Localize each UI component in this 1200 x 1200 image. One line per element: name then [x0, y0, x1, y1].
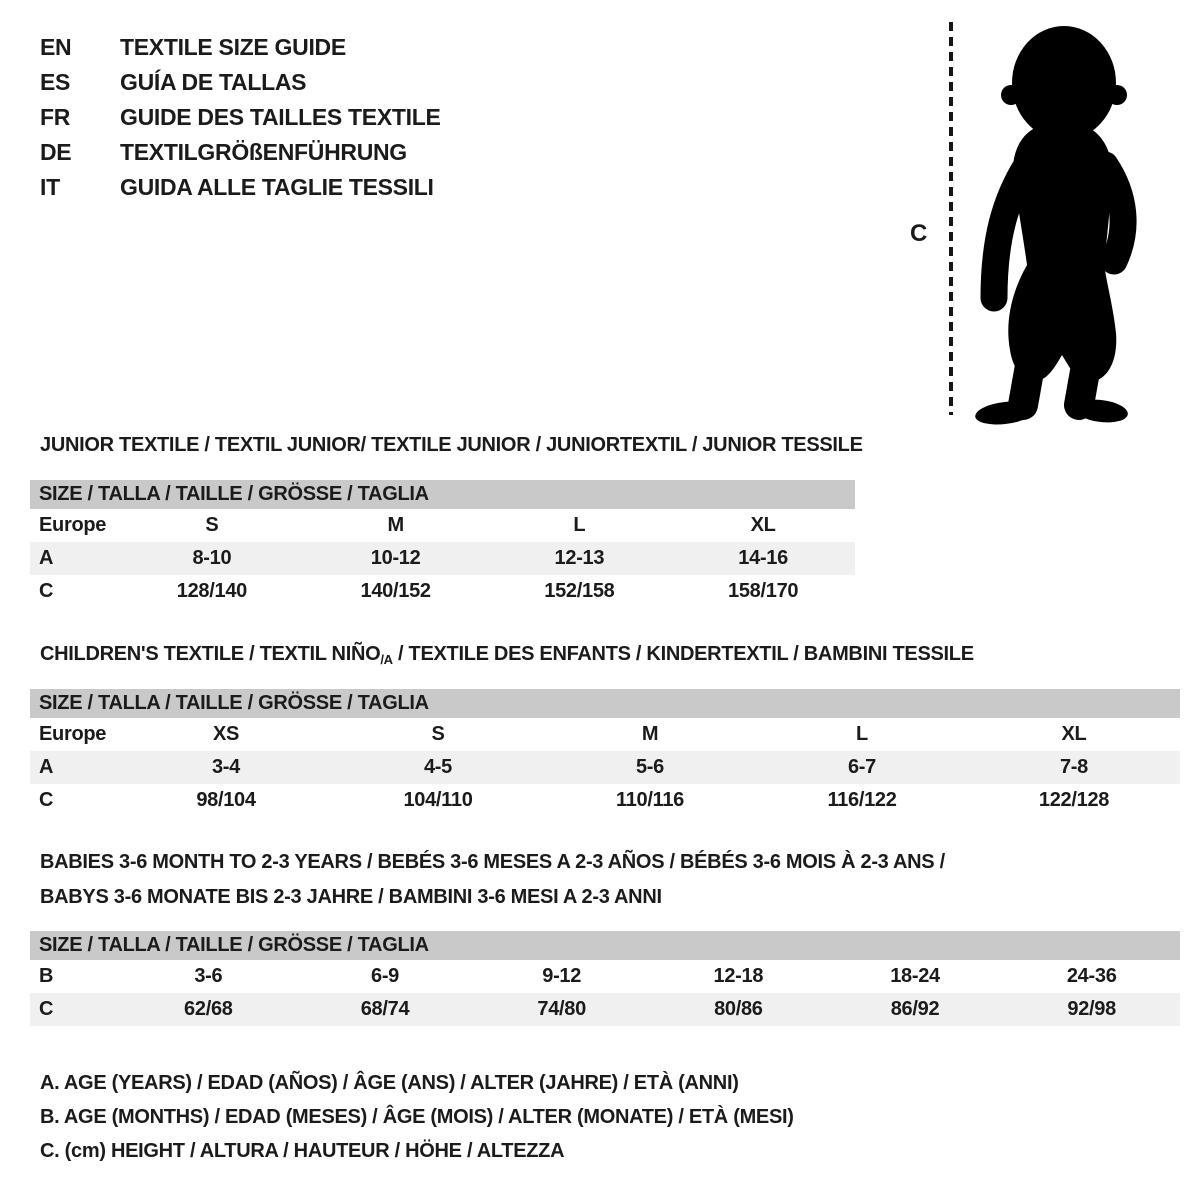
- table-row: [30, 751, 1180, 784]
- table-cell: 122/128: [1038, 789, 1110, 811]
- row-label: Europe: [39, 514, 107, 536]
- table-cell: M: [641, 723, 659, 745]
- heading-text: CHILDREN'S TEXTILE / TEXTIL NIÑO: [40, 643, 381, 665]
- table-cell: XL: [750, 514, 776, 536]
- table-cell: 152/158: [544, 580, 615, 602]
- table-cell: 9-12: [542, 965, 582, 987]
- table-cell: XS: [212, 723, 240, 745]
- section-heading-children: [40, 643, 974, 667]
- table-cell: L: [856, 723, 868, 745]
- table-cell: 6-9: [371, 965, 400, 987]
- table-row: [30, 509, 855, 542]
- row-label: Europe: [39, 723, 107, 745]
- table-row: [30, 960, 1180, 993]
- table-cell: XL: [1061, 723, 1087, 745]
- babies-size-table: [30, 931, 1180, 1026]
- figure-area: [900, 10, 1180, 430]
- table-cell: 24-36: [1066, 965, 1117, 987]
- language-row: [40, 100, 441, 135]
- language-code: FR: [40, 104, 71, 130]
- table-cell: 8-10: [192, 547, 232, 569]
- table-cell: 3-6: [194, 965, 223, 987]
- language-code: DE: [40, 139, 72, 165]
- legend: [40, 1072, 794, 1174]
- table-row: [30, 784, 1180, 817]
- section-heading-junior: JUNIOR TEXTILE / TEXTIL JUNIOR/ TEXTILE JUNIOR / JUNIORTEXTIL / JUNIOR TESSILE: [40, 434, 863, 456]
- height-dimension-label: C: [910, 220, 928, 247]
- row-label: A: [39, 547, 54, 569]
- language-title: GUIDE DES TAILLES TEXTILE: [120, 104, 441, 130]
- table-cell: 110/116: [616, 789, 684, 811]
- language-row: [40, 30, 441, 65]
- table-cell: 86/92: [890, 998, 940, 1020]
- heading-subscript: /A: [380, 652, 393, 667]
- table-header: SIZE / TALLA / TAILLE / GRÖSSE / TAGLIA: [30, 931, 1180, 960]
- table-cell: 158/170: [728, 580, 799, 602]
- table-header: SIZE / TALLA / TAILLE / GRÖSSE / TAGLIA: [30, 689, 1180, 718]
- junior-size-table: [30, 480, 855, 608]
- row-label: C: [39, 580, 54, 602]
- language-title: GUÍA DE TALLAS: [120, 69, 307, 95]
- table-cell: 68/74: [360, 998, 410, 1020]
- table-cell: 92/98: [1067, 998, 1116, 1020]
- language-code: EN: [40, 34, 72, 60]
- children-size-table: [30, 689, 1180, 817]
- language-row: [40, 170, 441, 205]
- legend-line-a: A. AGE (YEARS) / EDAD (AÑOS) / ÂGE (ANS) / ALTER (JAHRE) / ETÀ (ANNI): [40, 1072, 739, 1094]
- language-title: TEXTILE SIZE GUIDE: [120, 34, 346, 60]
- table-cell: M: [387, 514, 404, 536]
- table-cell: S: [431, 723, 445, 745]
- table-cell: 12-18: [713, 965, 764, 987]
- table-cell: S: [205, 514, 219, 536]
- table-row: [30, 575, 855, 608]
- language-row: [40, 65, 441, 100]
- table-cell: 104/110: [403, 789, 473, 811]
- table-cell: 3-4: [211, 756, 240, 778]
- row-label: C: [39, 789, 54, 811]
- table-cell: 80/86: [714, 998, 763, 1020]
- table-cell: 116/122: [827, 789, 897, 811]
- table-cell: 6-7: [847, 756, 876, 778]
- table-cell: 4-5: [423, 756, 452, 778]
- row-label: B: [39, 965, 54, 987]
- language-title: TEXTILGRÖßENFÜHRUNG: [120, 139, 407, 165]
- language-code: ES: [40, 69, 71, 95]
- table-row: [30, 993, 1180, 1026]
- legend-line-b: B. AGE (MONTHS) / EDAD (MESES) / ÂGE (MOIS) / ALTER (MONATE) / ETÀ (MESI): [40, 1106, 794, 1128]
- language-row: [40, 135, 441, 170]
- language-header: [40, 30, 441, 205]
- height-dimension-line: [949, 22, 953, 415]
- table-cell: L: [573, 514, 586, 536]
- section-heading-babies-line2: BABYS 3-6 MONATE BIS 2-3 JAHRE / BAMBINI 3-6 MESI A 2-3 ANNI: [40, 886, 662, 908]
- row-label: C: [39, 998, 54, 1020]
- language-title: GUIDA ALLE TAGLIE TESSILI: [120, 174, 434, 200]
- table-cell: 98/104: [196, 789, 256, 811]
- table-cell: 10-12: [370, 547, 421, 569]
- table-cell: 62/68: [184, 998, 233, 1020]
- table-header: SIZE / TALLA / TAILLE / GRÖSSE / TAGLIA: [30, 480, 855, 509]
- table-cell: 12-13: [554, 547, 605, 569]
- table-cell: 14-16: [738, 547, 788, 569]
- row-label: A: [39, 756, 54, 778]
- heading-text: / TEXTILE DES ENFANTS / KINDERTEXTIL / BAMBINI TESSILE: [392, 643, 974, 665]
- language-code: IT: [40, 174, 60, 200]
- table-cell: 74/80: [537, 998, 586, 1020]
- table-cell: 128/140: [176, 580, 247, 602]
- table-cell: 140/152: [360, 580, 431, 602]
- legend-line-c: C. (cm) HEIGHT / ALTURA / HAUTEUR / HÖHE / ALTEZZA: [40, 1140, 565, 1162]
- table-row: [30, 542, 855, 575]
- toddler-silhouette-icon: [965, 15, 1165, 425]
- table-row: [30, 718, 1180, 751]
- table-cell: 18-24: [890, 965, 940, 987]
- section-heading-babies-line1: BABIES 3-6 MONTH TO 2-3 YEARS / BEBÉS 3-6 MESES A 2-3 AÑOS / BÉBÉS 3-6 MOIS À 2-3 ANS /: [40, 851, 945, 873]
- table-cell: 7-8: [1059, 756, 1088, 778]
- table-cell: 5-6: [635, 756, 664, 778]
